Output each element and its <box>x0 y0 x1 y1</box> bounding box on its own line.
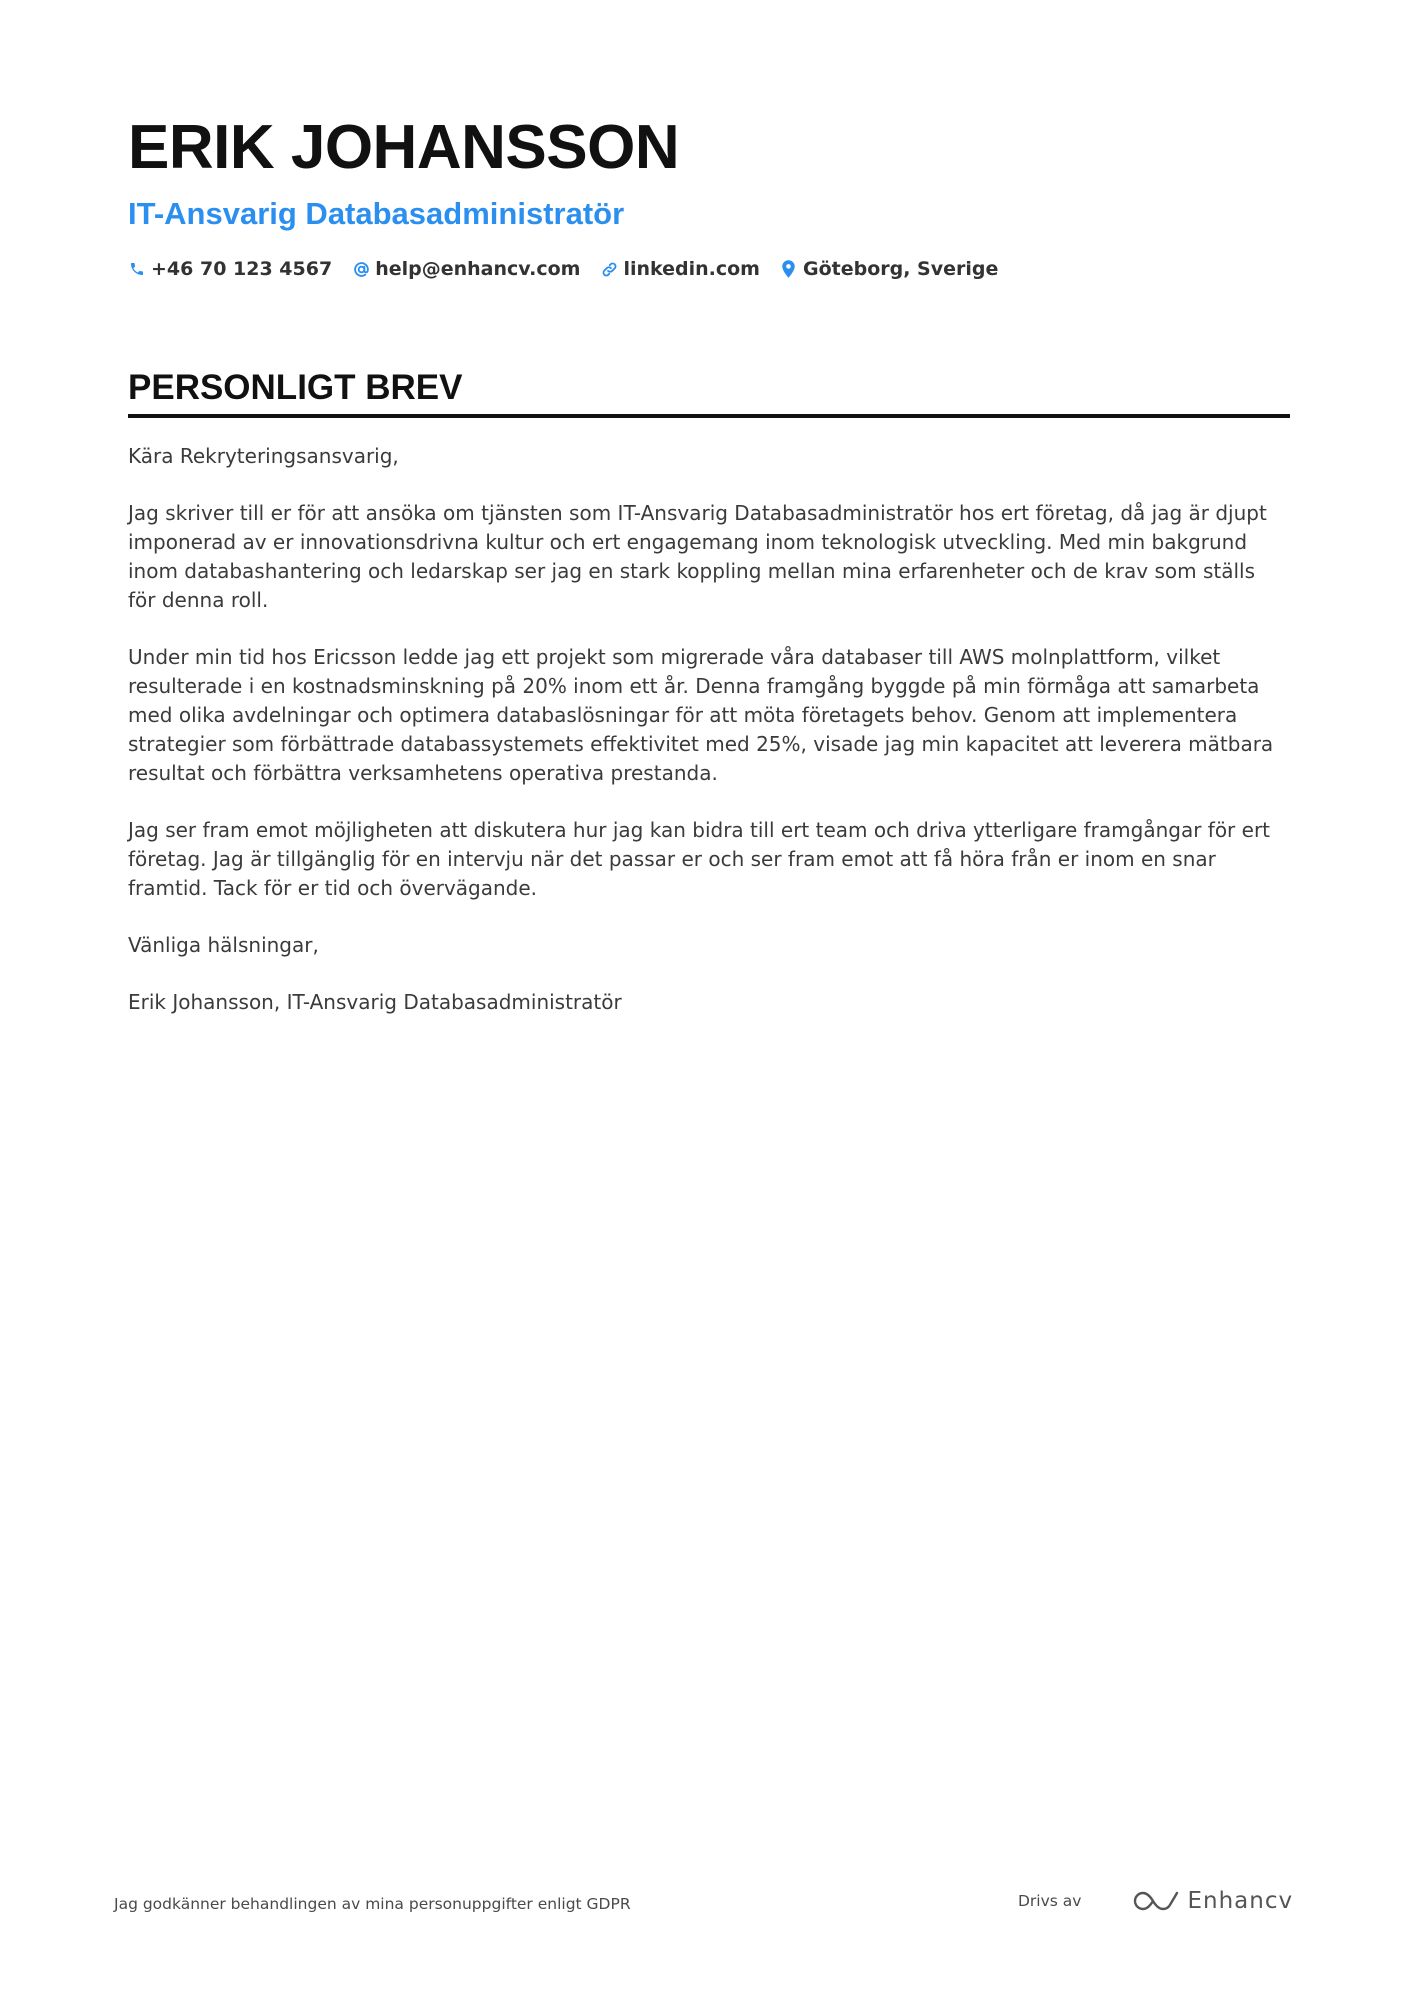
job-title: IT-Ansvarig Databasadministratör <box>128 196 625 231</box>
enhancv-logo[interactable] <box>1133 1888 1293 1914</box>
letter-paragraph: Jag skriver till er för att ansöka om tjänsten som IT-Ansvarig Databasadministratör hos ert företag, då jag är djupt imponerad av er innovationsdrivna kultur och ert engagemang inom teknologisk utveckling. Med min bakgrund inom databashantering och ledarskap ser jag en stark koppling mellan mina erfarenheter och de krav som ställs för denna roll. <box>128 501 1267 612</box>
gdpr-consent: Jag godkänner behandlingen av mina personuppgifter enligt GDPR <box>114 1895 631 1913</box>
contact-location <box>780 258 998 280</box>
phone-number: +46 70 123 4567 <box>151 258 333 280</box>
letter-paragraph: Under min tid hos Ericsson ledde jag ett projekt som migrerade våra databaser till AWS molnplattform, vilket resulterade i en kostnadsminskning på 20% inom ett år. Denna framgång byggde på min förmåga att samarbeta med olika avdelningar och optimera databaslösningar för att möta företagets behov. Genom att implementera strategier som förbättrade databassystemets effektivitet med 25%, visade jag min kapacitet att leverera mätbara resultat och förbättra verksamhetens operativa prestanda. <box>128 645 1274 785</box>
enhancv-logo-icon <box>1133 1888 1179 1914</box>
contact-linkedin[interactable] <box>600 258 760 280</box>
enhancv-wordmark: Enhancv <box>1187 1888 1294 1914</box>
at-icon <box>352 259 370 279</box>
linkedin-url[interactable]: linkedin.com <box>623 258 760 280</box>
cover-letter-section <box>128 366 1290 418</box>
contact-phone <box>128 258 332 280</box>
powered-by-label: Drivs av <box>1018 1892 1082 1910</box>
link-icon <box>600 259 618 279</box>
letter-greeting: Kära Rekryteringsansvarig, <box>128 444 399 468</box>
email-address[interactable]: help@enhancv.com <box>375 258 581 280</box>
letter-body <box>128 442 1288 1045</box>
location-pin-icon <box>780 259 798 279</box>
letter-closing: Vänliga hälsningar, <box>128 933 319 957</box>
footer-branding <box>1018 1888 1293 1914</box>
candidate-name: ERIK JOHANSSON <box>128 113 680 182</box>
letter-paragraph: Jag ser fram emot möjligheten att diskutera hur jag kan bidra till ert team och driva ytterligare framgångar för ert företag. Jag är tillgänglig för en intervju när det passar er och ser fram emot att få höra från er inom en snar framtid. Tack för er tid och övervägande. <box>128 818 1271 900</box>
section-divider <box>128 414 1290 418</box>
header <box>128 112 1288 284</box>
contact-row <box>128 254 1288 284</box>
phone-icon <box>128 259 146 279</box>
section-title: PERSONLIGT BREV <box>128 368 463 407</box>
location-text: Göteborg, Sverige <box>802 258 999 280</box>
contact-email[interactable] <box>352 258 580 280</box>
letter-signature: Erik Johansson, IT-Ansvarig Databasadministratör <box>128 990 622 1014</box>
